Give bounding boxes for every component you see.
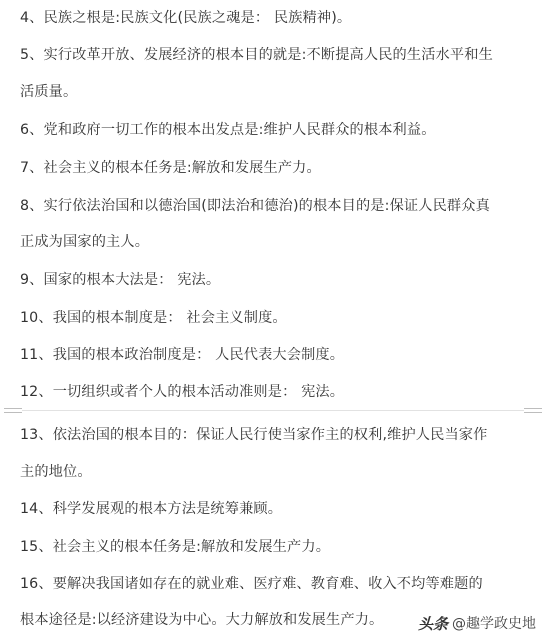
text-line: 4、民族之根是:民族文化(民族之魂是： 民族精神)。 [20,10,352,26]
text-line: 5、实行改革开放、发展经济的根本目的就是:不断提高人民的生活水平和生 [20,47,493,63]
watermark [416,612,538,634]
page-break-rule [22,410,524,411]
page-break-marker [4,408,22,413]
text-line: 14、科学发展观的根本方法是统筹兼顾。 [20,501,283,517]
text-line: 活质量。 [20,84,78,100]
text-line: 10、我国的根本制度是： 社会主义制度。 [20,310,287,326]
text-line: 8、实行依法治国和以德治国(即法治和德治)的根本目的是:保证人民群众真 [20,198,490,214]
text-line: 7、社会主义的根本任务是:解放和发展生产力。 [20,160,321,176]
text-line: 根本途径是:以经济建设为中心。大力解放和发展生产力。 [20,612,384,628]
text-line: 16、要解决我国诸如存在的就业难、医疗难、教育难、收入不均等难题的 [20,576,483,592]
text-line: 6、党和政府一切工作的根本出发点是:维护人民群众的根本利益。 [20,122,436,138]
text-line: 9、国家的根本大法是： 宪法。 [20,272,221,288]
watermark-brand: 头条 [417,614,448,633]
text-line: 13、依法治国的根本目的：保证人民行使当家作主的权利,维护人民当家作 [20,427,488,443]
page-break-divider [0,408,546,414]
text-line: 15、社会主义的根本任务是:解放和发展生产力。 [20,539,331,555]
text-line: 正成为国家的主人。 [20,234,150,250]
text-line: 11、我国的根本政治制度是： 人民代表大会制度。 [20,347,345,363]
text-line: 主的地位。 [20,464,92,480]
text-line: 12、一切组织或者个人的根本活动准则是： 宪法。 [20,384,345,400]
watermark-account: @趣学政史地 [452,616,536,632]
page-break-marker [524,408,542,413]
